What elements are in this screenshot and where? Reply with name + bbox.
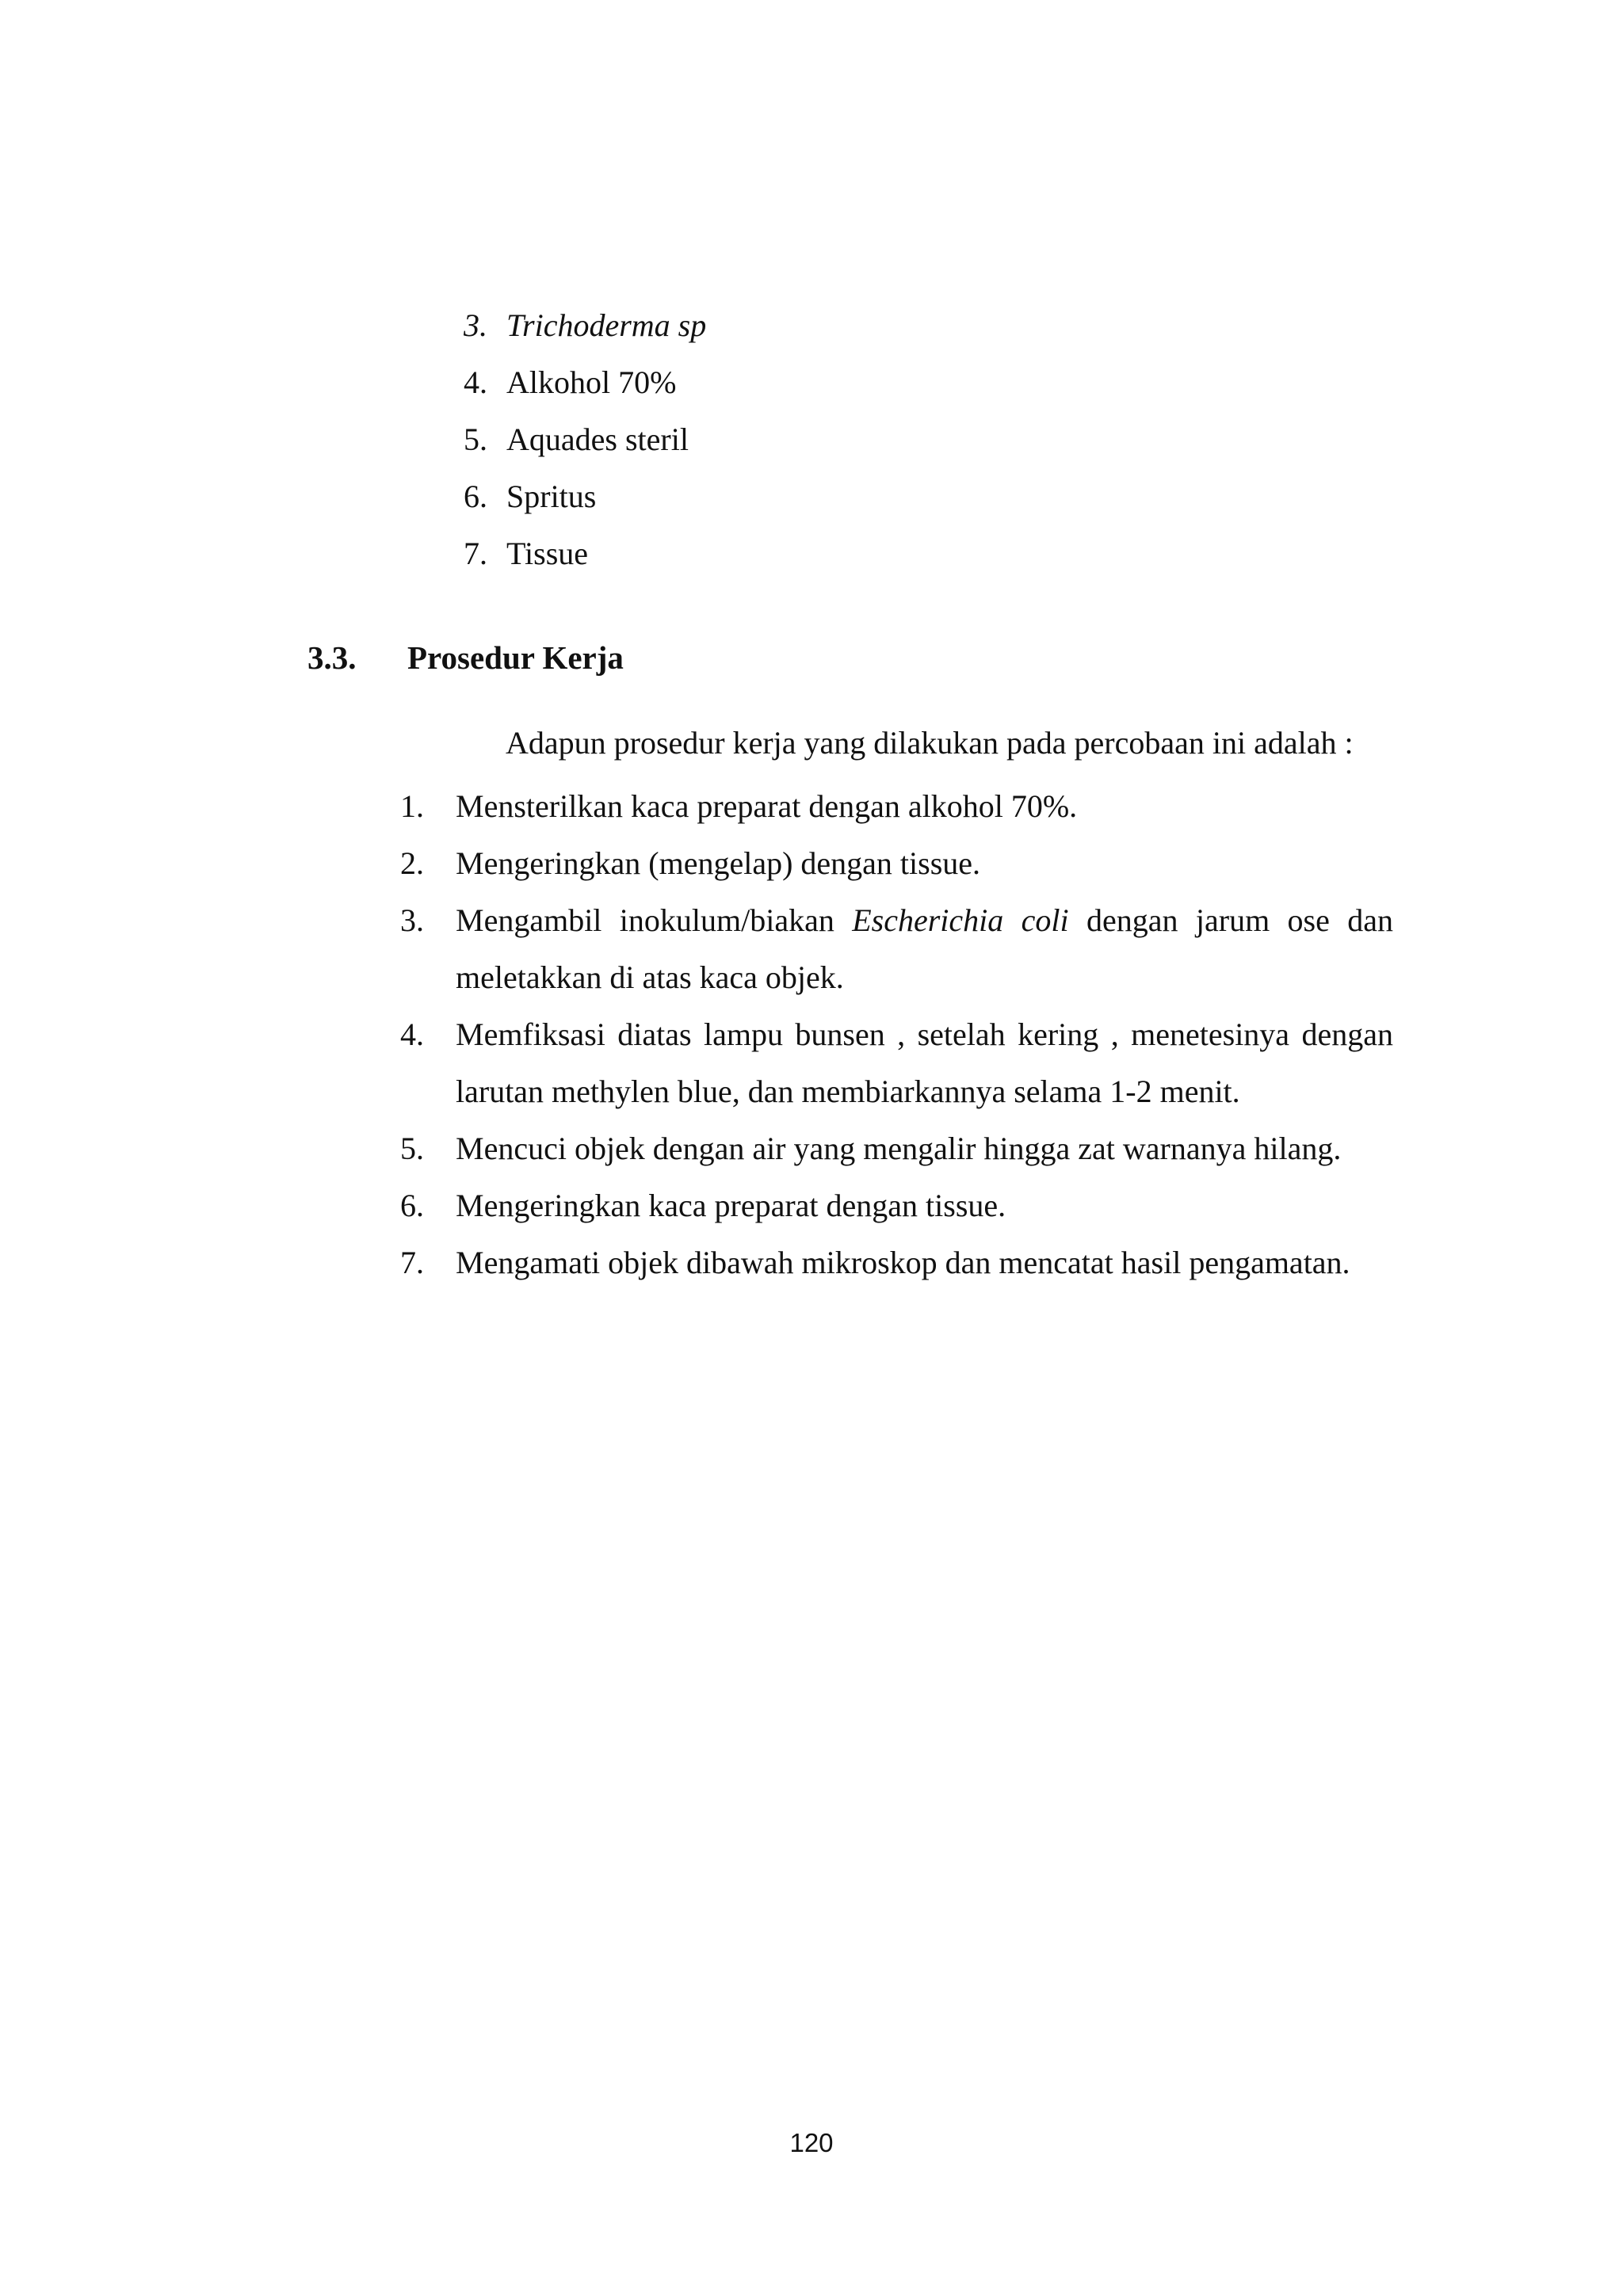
list-item: [464, 419, 1177, 476]
section-title: Prosedur Kerja: [407, 639, 624, 676]
procedure-list: [400, 778, 1393, 1291]
step-text-before: Mengambil inokulum/biakan: [456, 902, 853, 938]
procedure-step: [400, 1006, 1393, 1120]
section-heading: [307, 636, 624, 679]
step-text: Mengamati objek dibawah mikroskop dan mencatat hasil pengamatan.: [456, 1245, 1350, 1280]
list-item-text: Tissue: [506, 536, 589, 571]
step-number: 3.: [400, 902, 424, 938]
step-number: 2.: [400, 845, 424, 881]
step-number: 1.: [400, 788, 424, 824]
intro-paragraph: Adapun prosedur kerja yang dilakukan pada percobaan ini adalah :: [506, 725, 1354, 761]
list-item-number: 5.: [464, 421, 487, 457]
step-text: Memfiksasi diatas lampu bunsen , setelah kering , menetesinya dengan larutan methylen blue, dan membiarkannya selama 1-2 menit.: [456, 1016, 1393, 1109]
procedure-step: [400, 778, 1393, 835]
list-item: [464, 362, 1177, 419]
list-item-number: 3.: [464, 307, 487, 343]
procedure-step: [400, 1234, 1393, 1291]
materials-list: [464, 305, 1177, 590]
list-item: [464, 305, 1177, 362]
list-item: [464, 533, 1177, 590]
procedure-step: [400, 835, 1393, 892]
step-text-after: dengan jarum ose dan meletakkan di atas kaca objek.: [456, 902, 1393, 995]
step-number: 6.: [400, 1188, 424, 1223]
step-text: Mencuci objek dengan air yang mengalir hingga zat warnanya hilang.: [456, 1131, 1342, 1166]
step-text: Mengeringkan kaca preparat dengan tissue.: [456, 1188, 1006, 1223]
step-text: Mengeringkan (mengelap) dengan tissue.: [456, 845, 981, 881]
list-item-number: 6.: [464, 479, 487, 514]
page-number: 120: [789, 2128, 834, 2157]
procedure-step: [400, 1177, 1393, 1234]
list-item-text: Trichoderma sp: [506, 307, 707, 343]
procedure-step: [400, 1120, 1393, 1177]
list-item-text: Aquades steril: [506, 421, 689, 457]
procedure-step: [400, 892, 1393, 1006]
list-item-text: Spritus: [506, 479, 597, 514]
step-text: Mensterilkan kaca preparat dengan alkohol 70%.: [456, 788, 1078, 824]
step-number: 5.: [400, 1131, 424, 1166]
list-item-text: Alkohol 70%: [506, 364, 677, 400]
step-text: [456, 892, 1393, 1006]
list-item-number: 4.: [464, 364, 487, 400]
step-number: 7.: [400, 1245, 424, 1280]
organism-name: Escherichia coli: [852, 902, 1069, 938]
list-item-number: 7.: [464, 536, 487, 571]
section-number: 3.3.: [307, 639, 357, 676]
list-item: [464, 476, 1177, 533]
step-number: 4.: [400, 1016, 424, 1052]
